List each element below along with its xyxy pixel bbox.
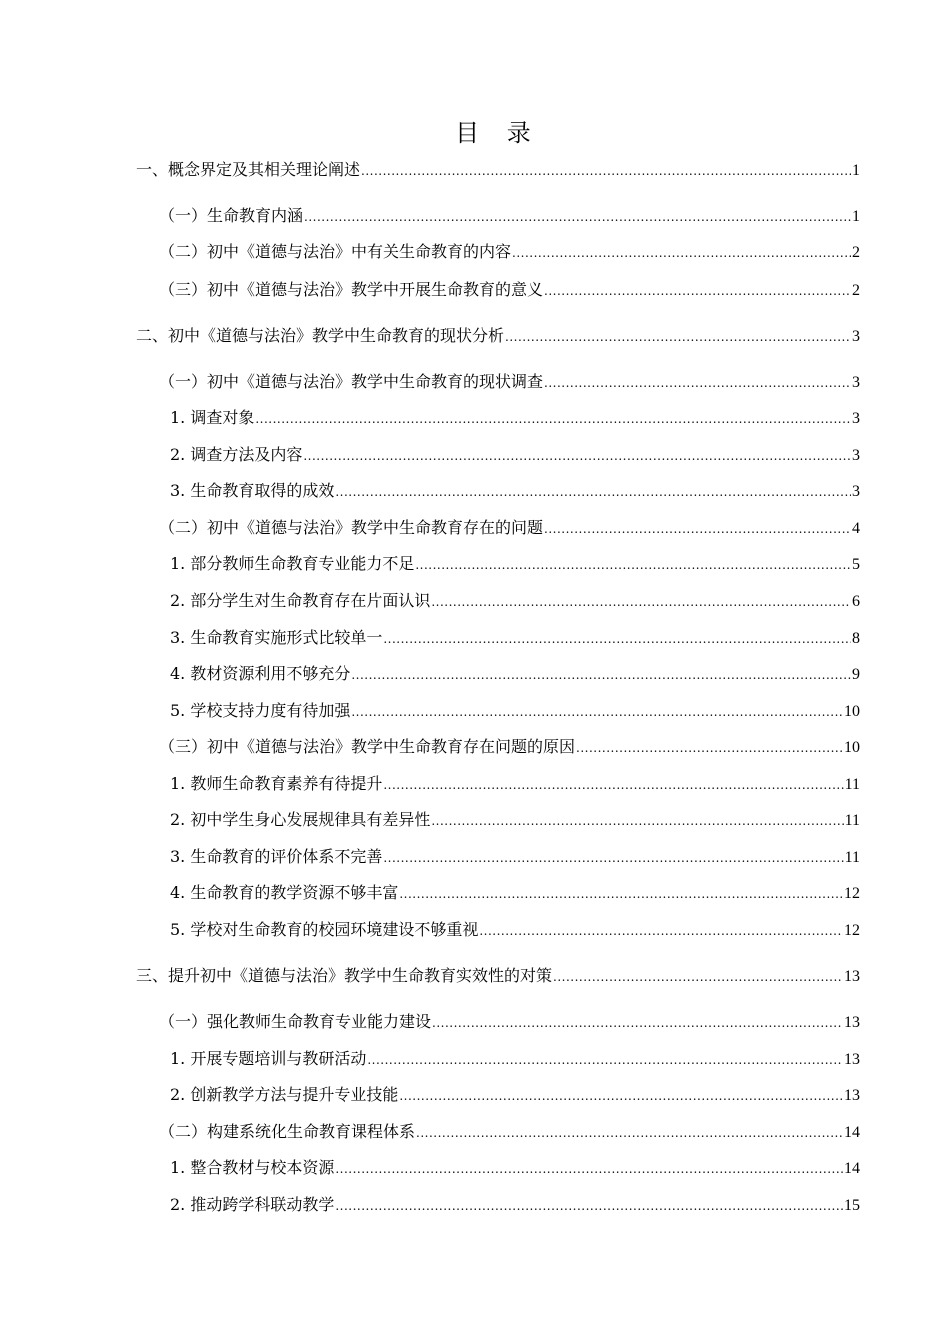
toc-entry-level3[interactable] xyxy=(170,772,860,796)
toc-page-number: 14 xyxy=(844,1160,860,1177)
toc-entry-text: 2. 初中学生身心发展规律具有差异性 xyxy=(170,810,431,829)
toc-entry-level3[interactable] xyxy=(170,662,860,686)
toc-page-number: 11 xyxy=(844,812,860,829)
toc-leader-dots xyxy=(367,1048,843,1072)
toc-page-number: 1 xyxy=(852,162,860,179)
toc-entry-level3[interactable] xyxy=(170,626,860,650)
toc-leader-dots xyxy=(479,919,843,943)
toc-leader-dots xyxy=(399,882,843,906)
toc-leader-dots xyxy=(416,1121,843,1145)
toc-page-number: 13 xyxy=(844,1051,860,1068)
toc-entry-level3[interactable] xyxy=(170,881,860,905)
toc-entry-level1[interactable] xyxy=(136,324,860,348)
toc-entry-text: 3. 生命教育实施形式比较单一 xyxy=(170,628,383,647)
toc-entry-text: 三、提升初中《道德与法治》教学中生命教育实效性的对策 xyxy=(136,966,553,985)
toc-leader-dots xyxy=(544,279,851,303)
toc-leader-dots xyxy=(361,159,851,183)
toc-page-number: 3 xyxy=(852,410,860,427)
toc-entry-level1[interactable] xyxy=(136,158,860,182)
toc-leader-dots xyxy=(303,444,851,468)
toc-page-number: 11 xyxy=(844,776,860,793)
toc-page-number: 8 xyxy=(852,630,860,647)
toc-leader-dots xyxy=(553,965,843,989)
toc-entry-text: 1. 教师生命教育素养有待提升 xyxy=(170,774,383,793)
toc-entry-text: 5. 学校支持力度有待加强 xyxy=(170,701,351,720)
toc-entry-level2[interactable] xyxy=(159,370,860,394)
toc-entry-level2[interactable] xyxy=(159,204,860,228)
toc-entry-text: 3. 生命教育的评价体系不完善 xyxy=(170,847,383,866)
toc-leader-dots xyxy=(351,700,843,724)
toc-page-number: 12 xyxy=(844,922,860,939)
toc-leader-dots xyxy=(335,1194,843,1218)
toc-page-number: 11 xyxy=(844,849,860,866)
toc-page-number: 3 xyxy=(852,374,860,391)
toc-leader-dots xyxy=(431,590,851,614)
toc-entry-text: （三）初中《道德与法治》教学中生命教育存在问题的原因 xyxy=(159,737,576,756)
toc-entry-text: 2. 推动跨学科联动教学 xyxy=(170,1195,335,1214)
toc-entry-text: 5. 学校对生命教育的校园环境建设不够重视 xyxy=(170,920,479,939)
toc-leader-dots xyxy=(335,1157,843,1181)
toc-entry-level3[interactable] xyxy=(170,808,860,832)
toc-entry-level3[interactable] xyxy=(170,589,860,613)
toc-leader-dots xyxy=(383,627,851,651)
toc-entry-text: （一）强化教师生命教育专业能力建设 xyxy=(159,1012,432,1031)
toc-entry-text: 3. 生命教育取得的成效 xyxy=(170,481,335,500)
toc-entry-text: （一）生命教育内涵 xyxy=(159,206,304,225)
toc-entry-level3[interactable] xyxy=(170,443,860,467)
toc-entry-text: 二、初中《道德与法治》教学中生命教育的现状分析 xyxy=(136,326,505,345)
toc-page-number: 3 xyxy=(852,483,860,500)
toc-page-number: 2 xyxy=(852,244,860,261)
toc-entry-text: （三）初中《道德与法治》教学中开展生命教育的意义 xyxy=(159,280,544,299)
toc-leader-dots xyxy=(415,553,851,577)
toc-entry-level2[interactable] xyxy=(159,240,860,264)
toc-entry-level3[interactable] xyxy=(170,845,860,869)
toc-entry-text: 4. 教材资源利用不够充分 xyxy=(170,664,351,683)
toc-leader-dots xyxy=(544,371,851,395)
toc-entry-level2[interactable] xyxy=(159,516,860,540)
toc-page-number: 13 xyxy=(844,1014,860,1031)
toc-entry-text: （二）初中《道德与法治》教学中生命教育存在的问题 xyxy=(159,518,544,537)
toc-title: 目 录 xyxy=(455,119,541,147)
toc-entry-text: 2. 部分学生对生命教育存在片面认识 xyxy=(170,591,431,610)
toc-entry-level3[interactable] xyxy=(170,406,860,430)
toc-page-number: 1 xyxy=(852,208,860,225)
toc-leader-dots xyxy=(399,1084,843,1108)
toc-page-number: 3 xyxy=(852,447,860,464)
toc-leader-dots xyxy=(431,809,843,833)
toc-leader-dots xyxy=(505,325,851,349)
toc-entry-text: （二）初中《道德与法治》中有关生命教育的内容 xyxy=(159,242,512,261)
toc-page-number: 10 xyxy=(844,703,860,720)
toc-entry-level2[interactable] xyxy=(159,278,860,302)
toc-entry-text: 2. 调查方法及内容 xyxy=(170,445,303,464)
toc-page-number: 9 xyxy=(852,666,860,683)
toc-entry-level3[interactable] xyxy=(170,699,860,723)
toc-leader-dots xyxy=(383,846,843,870)
toc-entry-level2[interactable] xyxy=(159,1120,860,1144)
toc-page-number: 10 xyxy=(844,739,860,756)
toc-leader-dots xyxy=(351,663,851,687)
toc-entry-level3[interactable] xyxy=(170,1047,860,1071)
toc-entry-text: 4. 生命教育的教学资源不够丰富 xyxy=(170,883,399,902)
toc-page-number: 2 xyxy=(852,282,860,299)
toc-leader-dots xyxy=(304,205,851,229)
toc-entry-text: （二）构建系统化生命教育课程体系 xyxy=(159,1122,416,1141)
toc-entry-level3[interactable] xyxy=(170,479,860,503)
toc-page-number: 14 xyxy=(844,1124,860,1141)
toc-leader-dots xyxy=(255,407,851,431)
toc-entry-level2[interactable] xyxy=(159,1010,860,1034)
toc-leader-dots xyxy=(383,773,843,797)
toc-page-number: 13 xyxy=(844,1087,860,1104)
toc-page-number: 3 xyxy=(852,328,860,345)
toc-page-number: 4 xyxy=(852,520,860,537)
toc-leader-dots xyxy=(512,241,851,265)
toc-page-number: 6 xyxy=(852,593,860,610)
toc-entry-text: 1. 部分教师生命教育专业能力不足 xyxy=(170,554,415,573)
toc-leader-dots xyxy=(335,480,851,504)
toc-entry-text: （一）初中《道德与法治》教学中生命教育的现状调查 xyxy=(159,372,544,391)
toc-entry-text: 2. 创新教学方法与提升专业技能 xyxy=(170,1085,399,1104)
toc-entry-text: 1. 调查对象 xyxy=(170,408,255,427)
toc-leader-dots xyxy=(576,736,843,760)
toc-entry-level3[interactable] xyxy=(170,552,860,576)
toc-page-number: 13 xyxy=(844,968,860,985)
toc-page-number: 12 xyxy=(844,885,860,902)
toc-entry-text: 一、概念界定及其相关理论阐述 xyxy=(136,160,361,179)
toc-entry-text: 1. 整合教材与校本资源 xyxy=(170,1158,335,1177)
toc-entry-level3[interactable] xyxy=(170,1156,860,1180)
toc-page-number: 5 xyxy=(852,556,860,573)
toc-entry-level3[interactable] xyxy=(170,918,860,942)
toc-entry-level1[interactable] xyxy=(136,964,860,988)
toc-leader-dots xyxy=(432,1011,843,1035)
toc-entry-text: 1. 开展专题培训与教研活动 xyxy=(170,1049,367,1068)
toc-entry-level3[interactable] xyxy=(170,1083,860,1107)
toc-page-number: 15 xyxy=(844,1197,860,1214)
toc-entry-level3[interactable] xyxy=(170,1193,860,1217)
toc-leader-dots xyxy=(544,517,851,541)
toc-entry-level2[interactable] xyxy=(159,735,860,759)
